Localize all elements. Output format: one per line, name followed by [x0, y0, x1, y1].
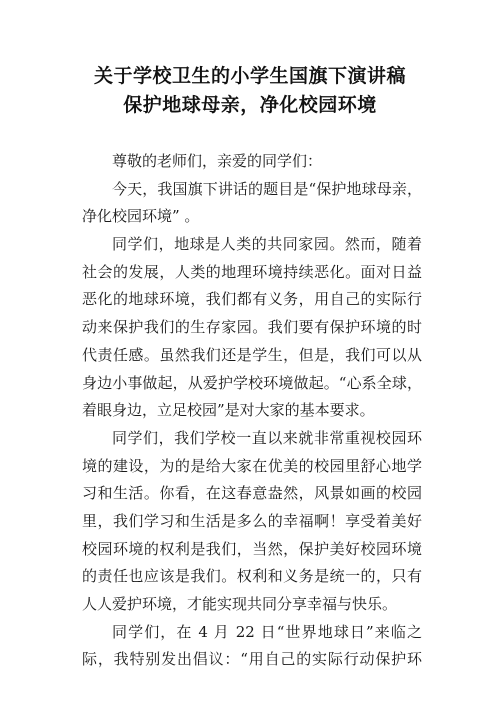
body-line: 校园环境的权利是我们，当然，保护美好校园环境 — [82, 539, 422, 558]
document-body — [82, 148, 422, 674]
body-line: 社会的发展，人类的地理环境持续恶化。面对日益 — [82, 262, 422, 281]
body-line: 恶化的地球环境，我们都有义务，用自己的实际行 — [82, 290, 422, 309]
body-line: 同学们，我们学校一直以来就非常重视校园环 — [112, 428, 422, 447]
body-line: 里，我们学习和生活是多么的幸福啊！享受着美好 — [82, 511, 422, 530]
body-line: 人人爱护环境，才能实现共同分享幸福与快乐。 — [82, 595, 398, 613]
body-line: 今天，我国旗下讲话的题目是“保护地球母亲， — [112, 179, 422, 198]
body-line: 代责任感。虽然我们还是学生，但是，我们可以从 — [82, 345, 422, 364]
body-line: 着眼身边，立足校园”是对大家的基本要求。 — [82, 401, 375, 420]
document-title-line-2: 保护地球母亲，净化校园环境 — [123, 94, 377, 116]
document-title-line-1: 关于学校卫生的小学生国旗下演讲稿 — [93, 65, 406, 87]
body-line: 同学们，地球是人类的共同家园。然而，随着 — [112, 235, 422, 254]
body-line: 际，我特别发出倡议：“用自己的实际行动保护环 — [82, 650, 422, 669]
body-line: 同学们，在 4 月 22 日“世界地球日”来临之 — [112, 622, 422, 641]
body-line: 动来保护我们的生存家园。我们要有保护环境的时 — [82, 318, 422, 337]
body-line: 身边小事做起，从爱护学校环境做起。“心系全球， — [82, 373, 422, 392]
body-line: 境的建设，为的是给大家在优美的校园里舒心地学 — [82, 456, 422, 475]
body-line: 尊敬的老师们，亲爱的同学们： — [112, 152, 323, 170]
body-line: 净化校园环境” 。 — [82, 207, 200, 226]
body-line: 习和生活。你看，在这春意盎然，风景如画的校园 — [82, 484, 422, 503]
body-line: 的责任也应该是我们。权利和义务是统一的，只有 — [82, 567, 422, 586]
